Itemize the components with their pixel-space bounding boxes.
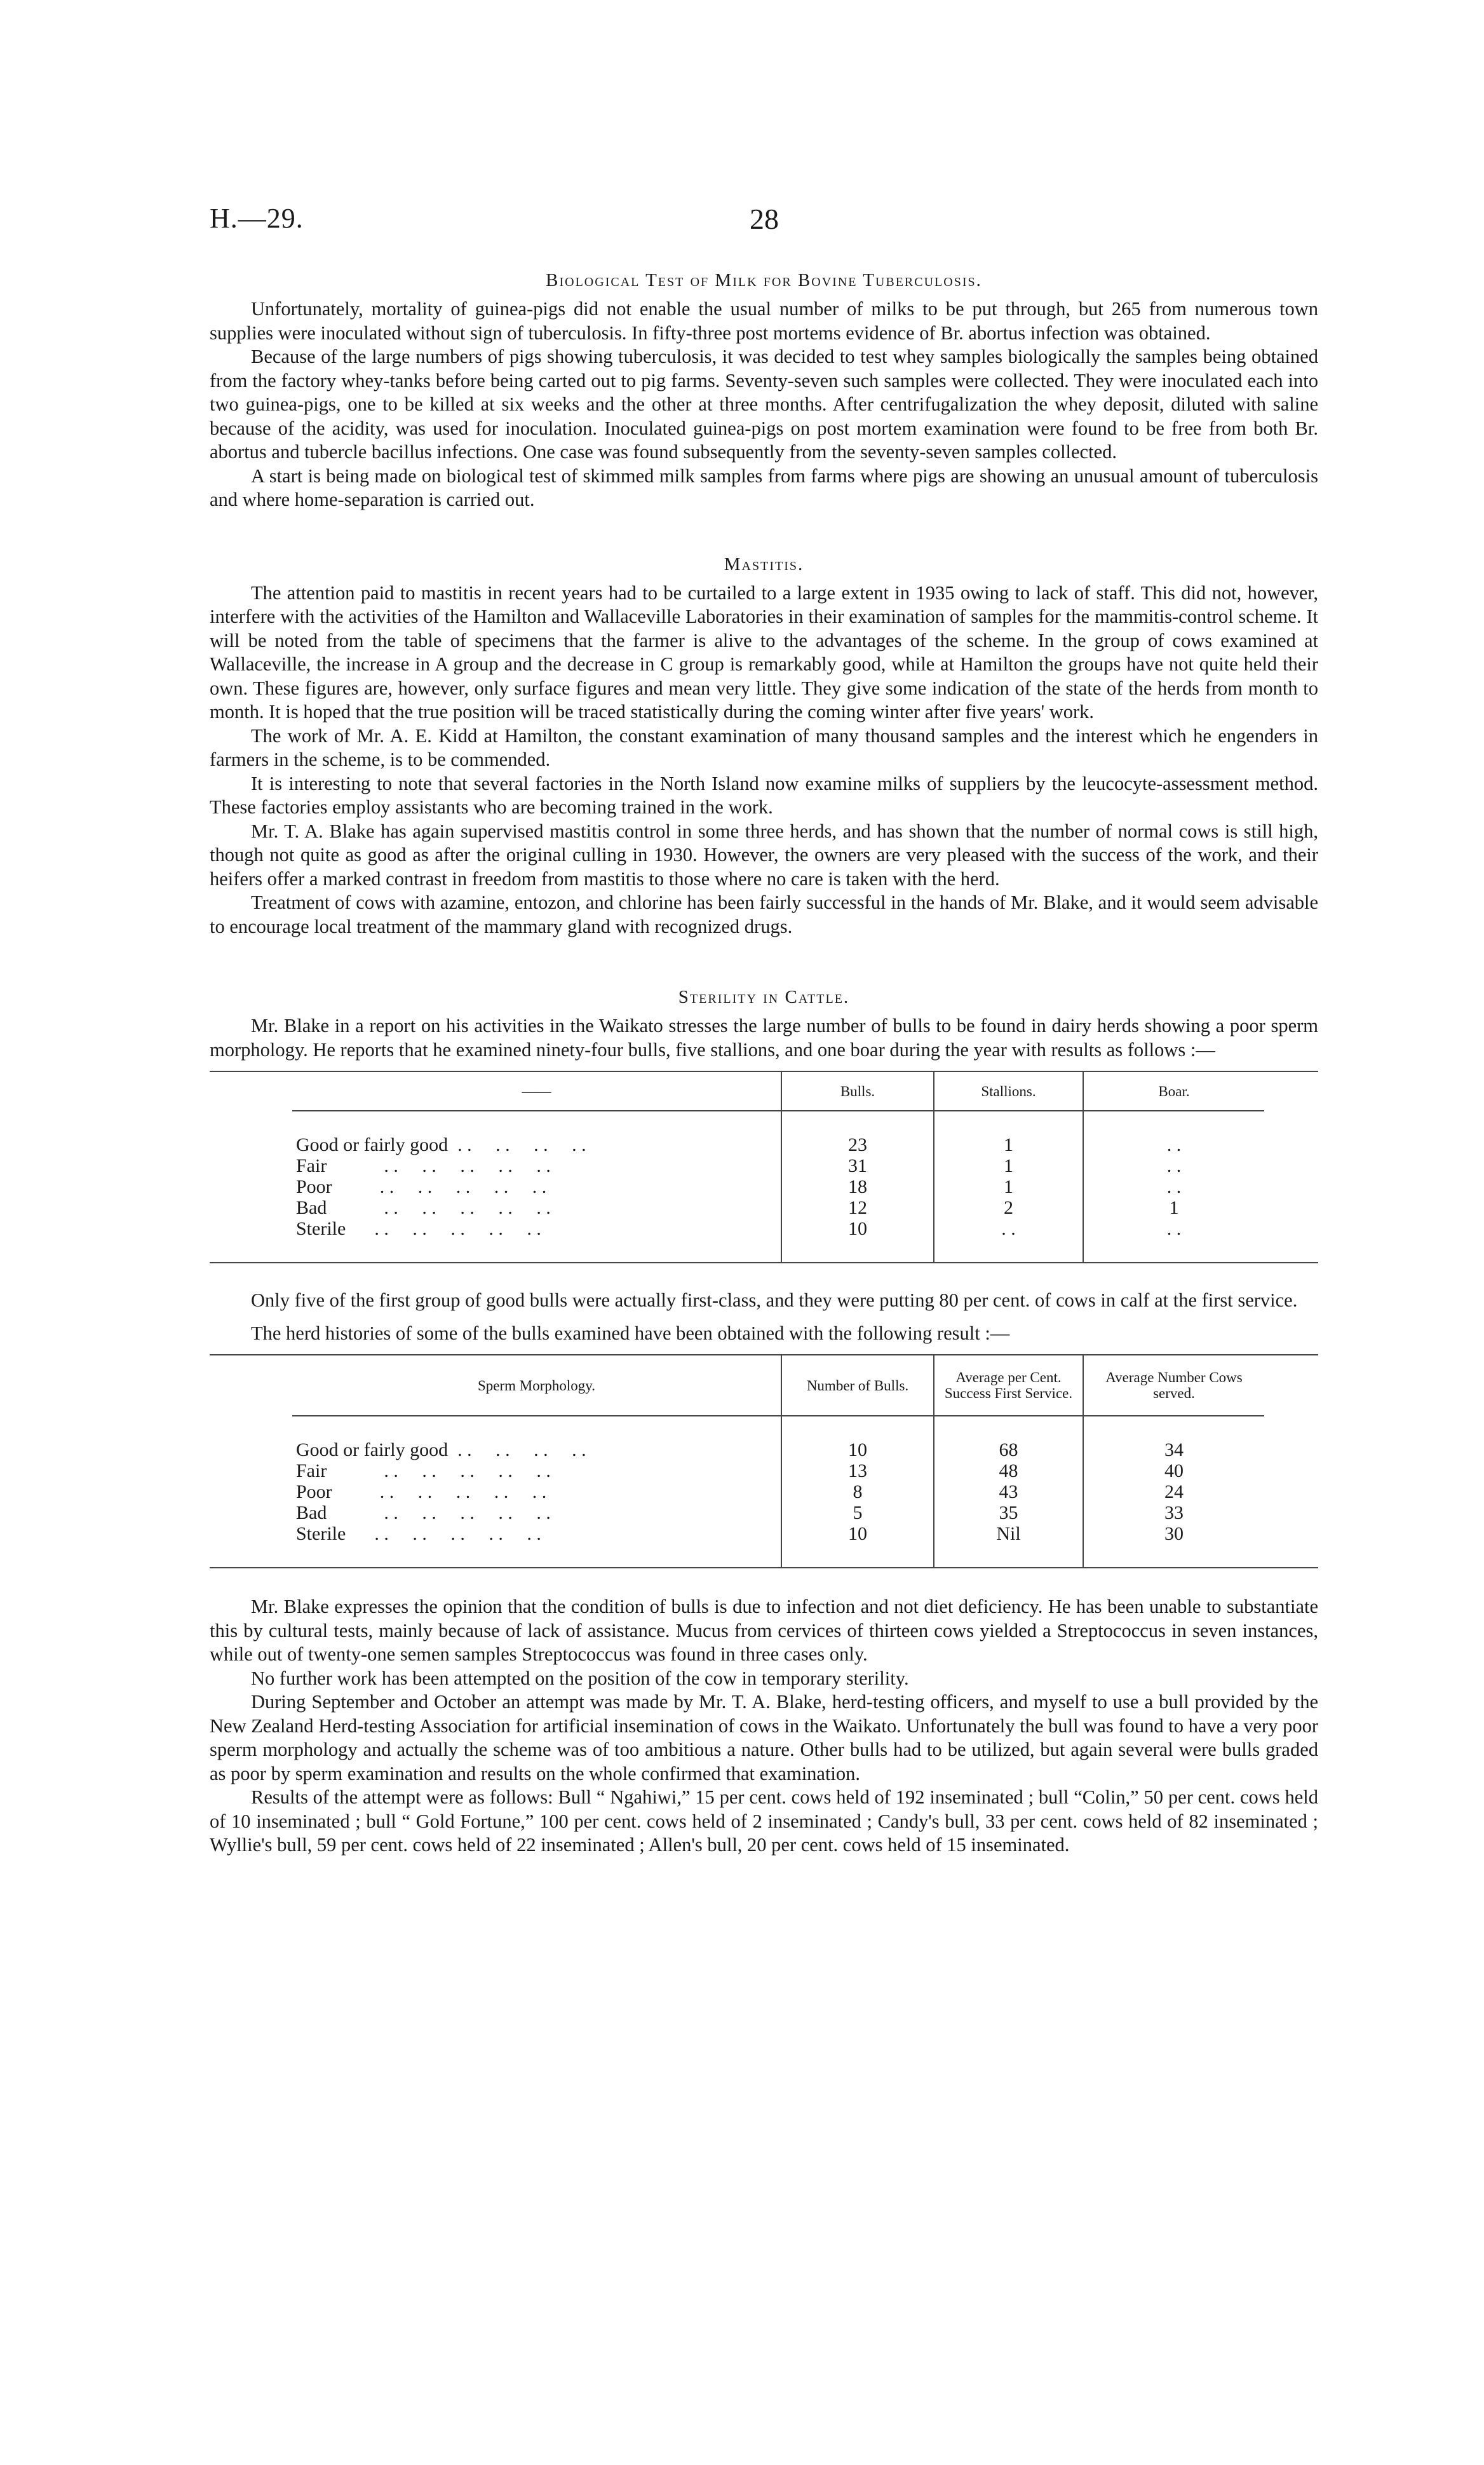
paragraph: Results of the attempt were as follows: Bull “ Ngahiwi,” 15 per cent. cows held of 192 inseminated ; bull “Colin,” 50 per cent. cows held of 10 inseminated ; bull “ Gold Fortune,” 100 per cent. cows held of 2 inseminated ; Candy's bull, 33 per cent. cows held of 82 inseminated ; Wyllie's bull, 59 per cent. cows held of 22 inseminated ; Allen's bull, 20 per cent. cows held of 15 inseminated.	[210, 1786, 1318, 1856]
table-row: Poor . . . . . . . . . . 8 43 24	[292, 1481, 1264, 1502]
table-header-bulls: Bulls.	[781, 1072, 934, 1111]
herd-histories-table	[210, 1354, 1318, 1568]
page-number: 28	[750, 203, 779, 235]
table-row: Bad . . . . . . . . . . 5 35 33	[292, 1502, 1264, 1523]
table-header-sperm-morphology: Sperm Morphology.	[477, 1377, 596, 1394]
table-header-avg-success: Average per Cent. Success First Service.	[934, 1355, 1083, 1416]
table-row: Good or fairly good . . . . . . . . 10 68 34	[292, 1439, 1264, 1460]
paragraph: Mr. Blake in a report on his activities in the Waikato stresses the large number of bulls to be found in dairy herds showing a poor sperm morphology. He reports that he examined ninety-four bulls, five stallions, and one boar during the year with results as follows :—	[210, 1015, 1318, 1061]
table-row: Bad . . . . . . . . . . 12 2 1	[292, 1197, 1264, 1218]
paragraph: Because of the large numbers of pigs showing tuberculosis, it was decided to test whey samples biologically the samples being obtained from the factory whey-tanks before being carted out to pig farms. Seventy-seven such samples were collected. They were inoculated each into two guinea-pigs, one to be killed at six weeks and the other at three months. After centrifugalization the whey deposit, diluted with saline because of the acidity, was used for inoculation. Inoculated guinea-pigs on post mortem examination were found to be free from both Br. abortus and tubercle bacillus infections. One case was found subsequently from the seventy-seven samples collected.	[210, 346, 1318, 463]
table-header-stallions: Stallions.	[934, 1072, 1083, 1111]
table-header-blank: ——	[522, 1083, 551, 1099]
paragraph: The attention paid to mastitis in recent years had to be curtailed to a large extent in 1935 owing to lack of staff. This did not, however, interfere with the activities of the Hamilton and Wallaceville Laboratories in their examination of samples for the mammitis-control scheme. It will be noted from the table of specimens that the farmer is alive to the advantages of the scheme. In the group of cows examined at Wallaceville, the increase in A group and the decrease in C group is remarkably good, while at Hamilton the groups have not quite held their own. These figures are, however, only surface figures and mean very little. They give some indication of the state of the herds from month to month. It is hoped that the true position will be traced statistically during the coming winter after five years' work.	[210, 581, 1318, 723]
paragraph: Mr. Blake expresses the opinion that the condition of bulls is due to infection and not diet deficiency. He has been unable to substantiate this by cultural tests, mainly because of lack of assistance. Mucus from cervices of thirteen cows yielded a Streptococcus in seven instances, while out of twenty-one semen samples Streptococcus was found in three cases only.	[210, 1596, 1318, 1665]
sterility-results-table	[210, 1071, 1318, 1263]
section-title-sterility: Sterility in Cattle.	[678, 987, 850, 1007]
paragraph: The herd histories of some of the bulls examined have been obtained with the following result :—	[251, 1322, 1010, 1344]
table-header-number-of-bulls: Number of Bulls.	[781, 1355, 934, 1416]
paragraph: Unfortunately, mortality of guinea-pigs did not enable the usual number of milks to be put through, but 265 from numerous town supplies were inoculated without sign of tuberculosis. In fifty-three post mortems evidence of Br. abortus infection was obtained.	[210, 298, 1318, 344]
section-title-mastitis: Mastitis.	[724, 553, 804, 574]
series-number: H.—29.	[210, 203, 304, 234]
page-body	[210, 270, 1318, 1857]
paragraph: Only five of the first group of good bulls were actually first-class, and they were putting 80 per cent. of cows in calf at the first service.	[251, 1289, 1298, 1311]
table-row: Poor . . . . . . . . . . 18 1 . .	[292, 1176, 1264, 1197]
table-row: Sterile . . . . . . . . . . 10 Nil 30	[292, 1523, 1264, 1544]
paragraph: During September and October an attempt was made by Mr. T. A. Blake, herd-testing officers, and myself to use a bull provided by the New Zealand Herd-testing Association for artificial insemination of cows in the Waikato. Unfortunately the bull was found to have a very poor sperm morphology and actually the scheme was of too ambitious a nature. Other bulls had to be utilized, but again several were bulls graded as poor by sperm examination and results on the whole confirmed that examination.	[210, 1691, 1318, 1784]
paragraph: The work of Mr. A. E. Kidd at Hamilton, the constant examination of many thousand samples and the interest which he engenders in farmers in the scheme, is to be commended.	[210, 724, 1318, 770]
paragraph: A start is being made on biological test of skimmed milk samples from farms where pigs are showing an unusual amount of tuberculosis and where home-separation is carried out.	[210, 465, 1318, 510]
table-row: Good or fairly good . . . . . . . . 23 1 . .	[292, 1134, 1264, 1155]
table-header-avg-cows: Average Number Cows served.	[1083, 1355, 1264, 1416]
paragraph: It is interesting to note that several factories in the North Island now examine milks of suppliers by the leucocyte-assessment method. These factories employ assistants who are becoming trained in the work.	[210, 772, 1318, 818]
section-title-tuberculosis: Biological Test of Milk for Bovine Tuberculosis.	[546, 270, 982, 290]
table-row: Fair . . . . . . . . . . 13 48 40	[292, 1460, 1264, 1481]
table-header-boar: Boar.	[1083, 1072, 1264, 1111]
table-row: Fair . . . . . . . . . . 31 1 . .	[292, 1155, 1264, 1176]
table-row: Sterile . . . . . . . . . . 10 . . . .	[292, 1218, 1264, 1239]
paragraph: Mr. T. A. Blake has again supervised mastitis control in some three herds, and has shown that the number of normal cows is still high, though not quite as good as after the original culling in 1930. However, the owners are very pleased with the success of the work, and their heifers offer a marked contrast in freedom from mastitis to those where no care is taken with the herd.	[210, 820, 1318, 890]
paragraph: Treatment of cows with azamine, entozon, and chlorine has been fairly successful in the hands of Mr. Blake, and it would seem advisable to encourage local treatment of the mammary gland with recognized drugs.	[210, 892, 1318, 937]
paragraph: No further work has been attempted on the position of the cow in temporary sterility.	[251, 1667, 909, 1689]
